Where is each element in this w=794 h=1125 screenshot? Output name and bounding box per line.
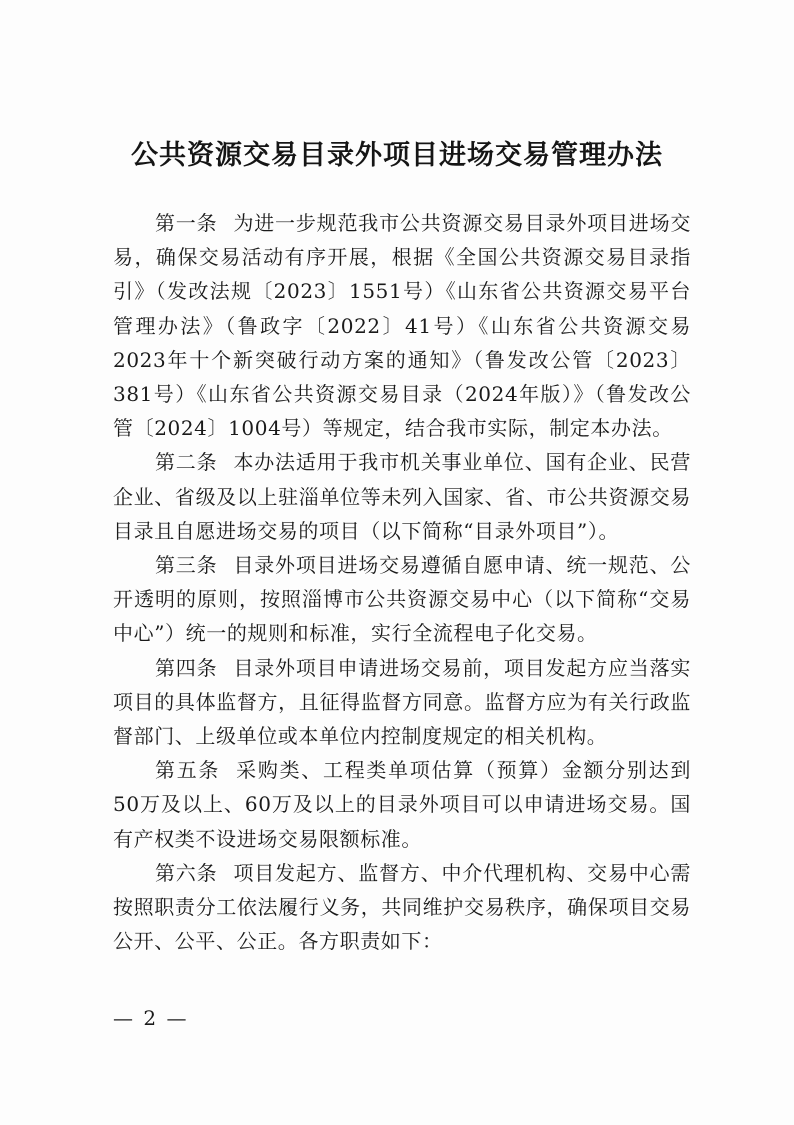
article-text: 目录外项目申请进场交易前，项目发起方应当落实项目的具体监督方，且征得监督方同意。监督方应为有关行政监督部门、上级单位或本单位内控制度规定的相关机构。 xyxy=(113,655,691,749)
article-number: 第二条 xyxy=(155,450,218,475)
article-paragraph xyxy=(113,856,691,959)
article-paragraph xyxy=(113,651,691,754)
document-title: 公共资源交易目录外项目进场交易管理办法 xyxy=(131,140,663,171)
article-text: 目录外项目进场交易遵循自愿申请、统一规范、公开透明的原则，按照淄博市公共资源交易中心（以下简称“交易中心”）统一的规则和标准，实行全流程电子化交易。 xyxy=(113,553,691,646)
page-number: — 2 — xyxy=(113,1006,189,1030)
article-paragraph xyxy=(113,753,691,856)
document-body xyxy=(113,206,691,958)
article-text: 采购类、工程类单项估算（预算）金额分别达到50万及以上、60万及以上的目录外项目可以申请进场交易。国有产权类不设进场交易限额标准。 xyxy=(113,758,691,851)
article-text: 项目发起方、监督方、中介代理机构、交易中心需按照职责分工依法履行义务，共同维护交易秩序，确保项目交易公开、公平、公正。各方职责如下： xyxy=(113,860,691,954)
article-number: 第六条 xyxy=(155,860,218,885)
article-number: 第一条 xyxy=(155,211,218,235)
article-number: 第四条 xyxy=(155,655,218,680)
article-number: 第五条 xyxy=(155,758,221,783)
article-paragraph xyxy=(113,206,691,445)
article-paragraph xyxy=(113,445,691,548)
article-text: 为进一步规范我市公共资源交易目录外项目进场交易，确保交易活动有序开展，根据《全国公共资源交易目录指引》（发改法规〔2023〕1551号）《山东省公共资源交易平台管理办法》（鲁政字〔2022〕41号）《山东省公共资源交易2023年十个新突破行动方案的通知》（鲁发改公管〔2023〕381号）《山东省公共资源交易目录（2024年版）》（鲁发改公管〔2024〕1004号）等规定，结合我市实际，制定本办法。 xyxy=(113,211,691,441)
article-number: 第三条 xyxy=(155,553,218,578)
article-paragraph xyxy=(113,548,691,651)
article-text: 本办法适用于我市机关事业单位、国有企业、民营企业、省级及以上驻淄单位等未列入国家、省、市公共资源交易目录且自愿进场交易的项目（以下简称“目录外项目”）。 xyxy=(113,450,691,543)
